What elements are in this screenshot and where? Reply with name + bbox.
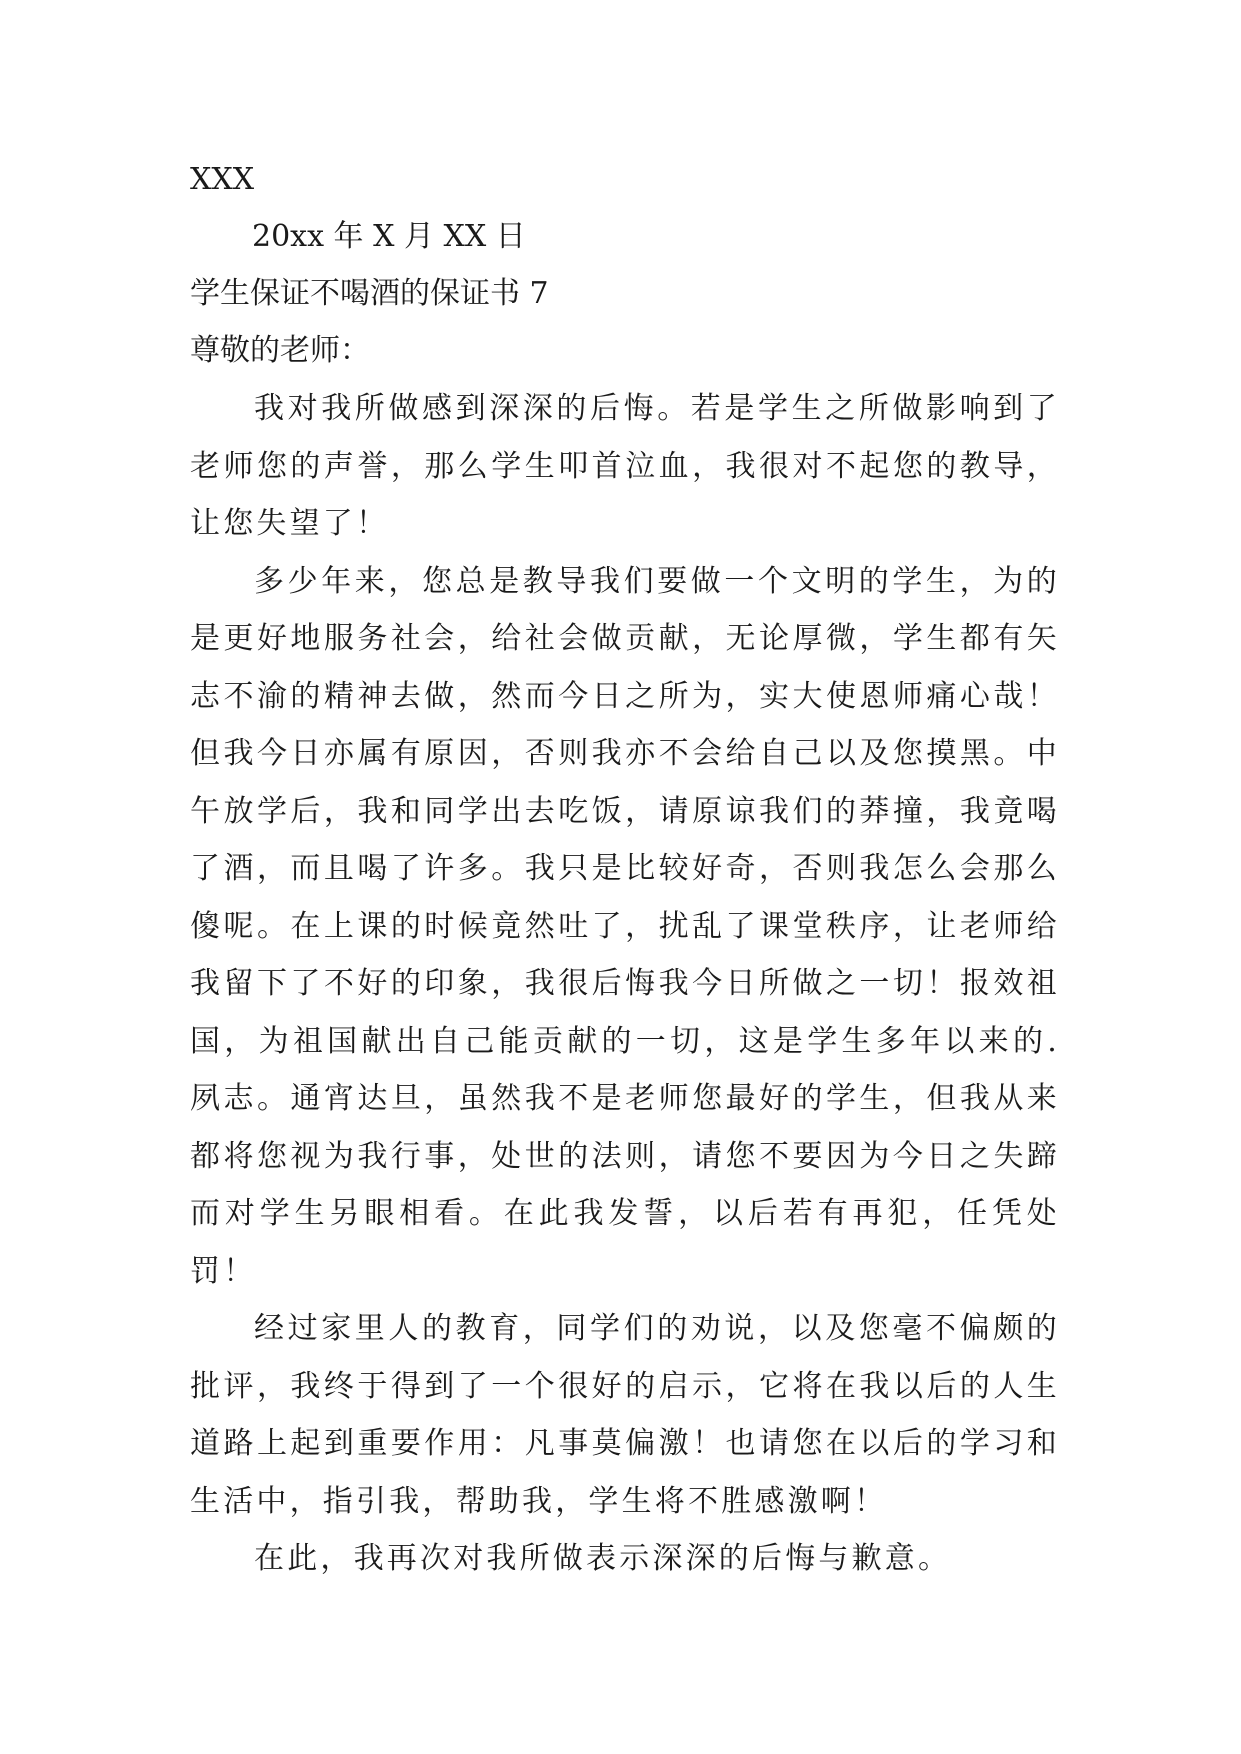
paragraph-2: 多少年来，您总是教导我们要做一个文明的学生，为的是更好地服务社会，给社会做贡献，无论厚微，学生都有矢志不渝的精神去做，然而今日之所为，实大使恩师痛心哉！但我今日亦属有原因，否则我亦不会给自己以及您摸黑。中午放学后，我和同学出去吃饭，请原谅我们的莽撞，我竟喝了酒，而且喝了许多。我只是比较好奇，否则我怎么会那么傻呢。在上课的时候竟然吐了，扰乱了课堂秩序，让老师给我留下了不好的印象，我很后悔我今日所做之一切！报效祖国，为祖国献出自己能贡献的一切，这是学生多年以来的.夙志。通宵达旦，虽然我不是老师您最好的学生，但我从来都将您视为我行事，处世的法则，请您不要因为今日之失蹄而对学生另眼相看。在此我发誓，以后若有再犯，任凭处罚！ bbox=[190, 563, 1060, 1289]
paragraph-4: 在此，我再次对我所做表示深深的后悔与歉意。 bbox=[254, 1541, 952, 1576]
document-body bbox=[190, 160, 1060, 1588]
signer-name: XXX bbox=[190, 162, 255, 197]
paragraph-3: 经过家里人的教育，同学们的劝说，以及您毫不偏颇的批评，我终于得到了一个很好的启示，它将在我以后的人生道路上起到重要作用：凡事莫偏激！也请您在以后的学习和生活中，指引我，帮助我，学生将不胜感激啊！ bbox=[190, 1311, 1060, 1519]
salutation: 尊敬的老师： bbox=[190, 333, 370, 368]
paragraph-1: 我对我所做感到深深的后悔。若是学生之所做影响到了老师您的声誉，那么学生叩首泣血，我很对不起您的教导，让您失望了！ bbox=[190, 391, 1060, 541]
letter-paragraphs bbox=[190, 380, 1060, 1588]
document-title: 学生保证不喝酒的保证书 7 bbox=[190, 276, 549, 311]
letter-date: 20xx 年 X 月 XX 日 bbox=[252, 219, 526, 254]
